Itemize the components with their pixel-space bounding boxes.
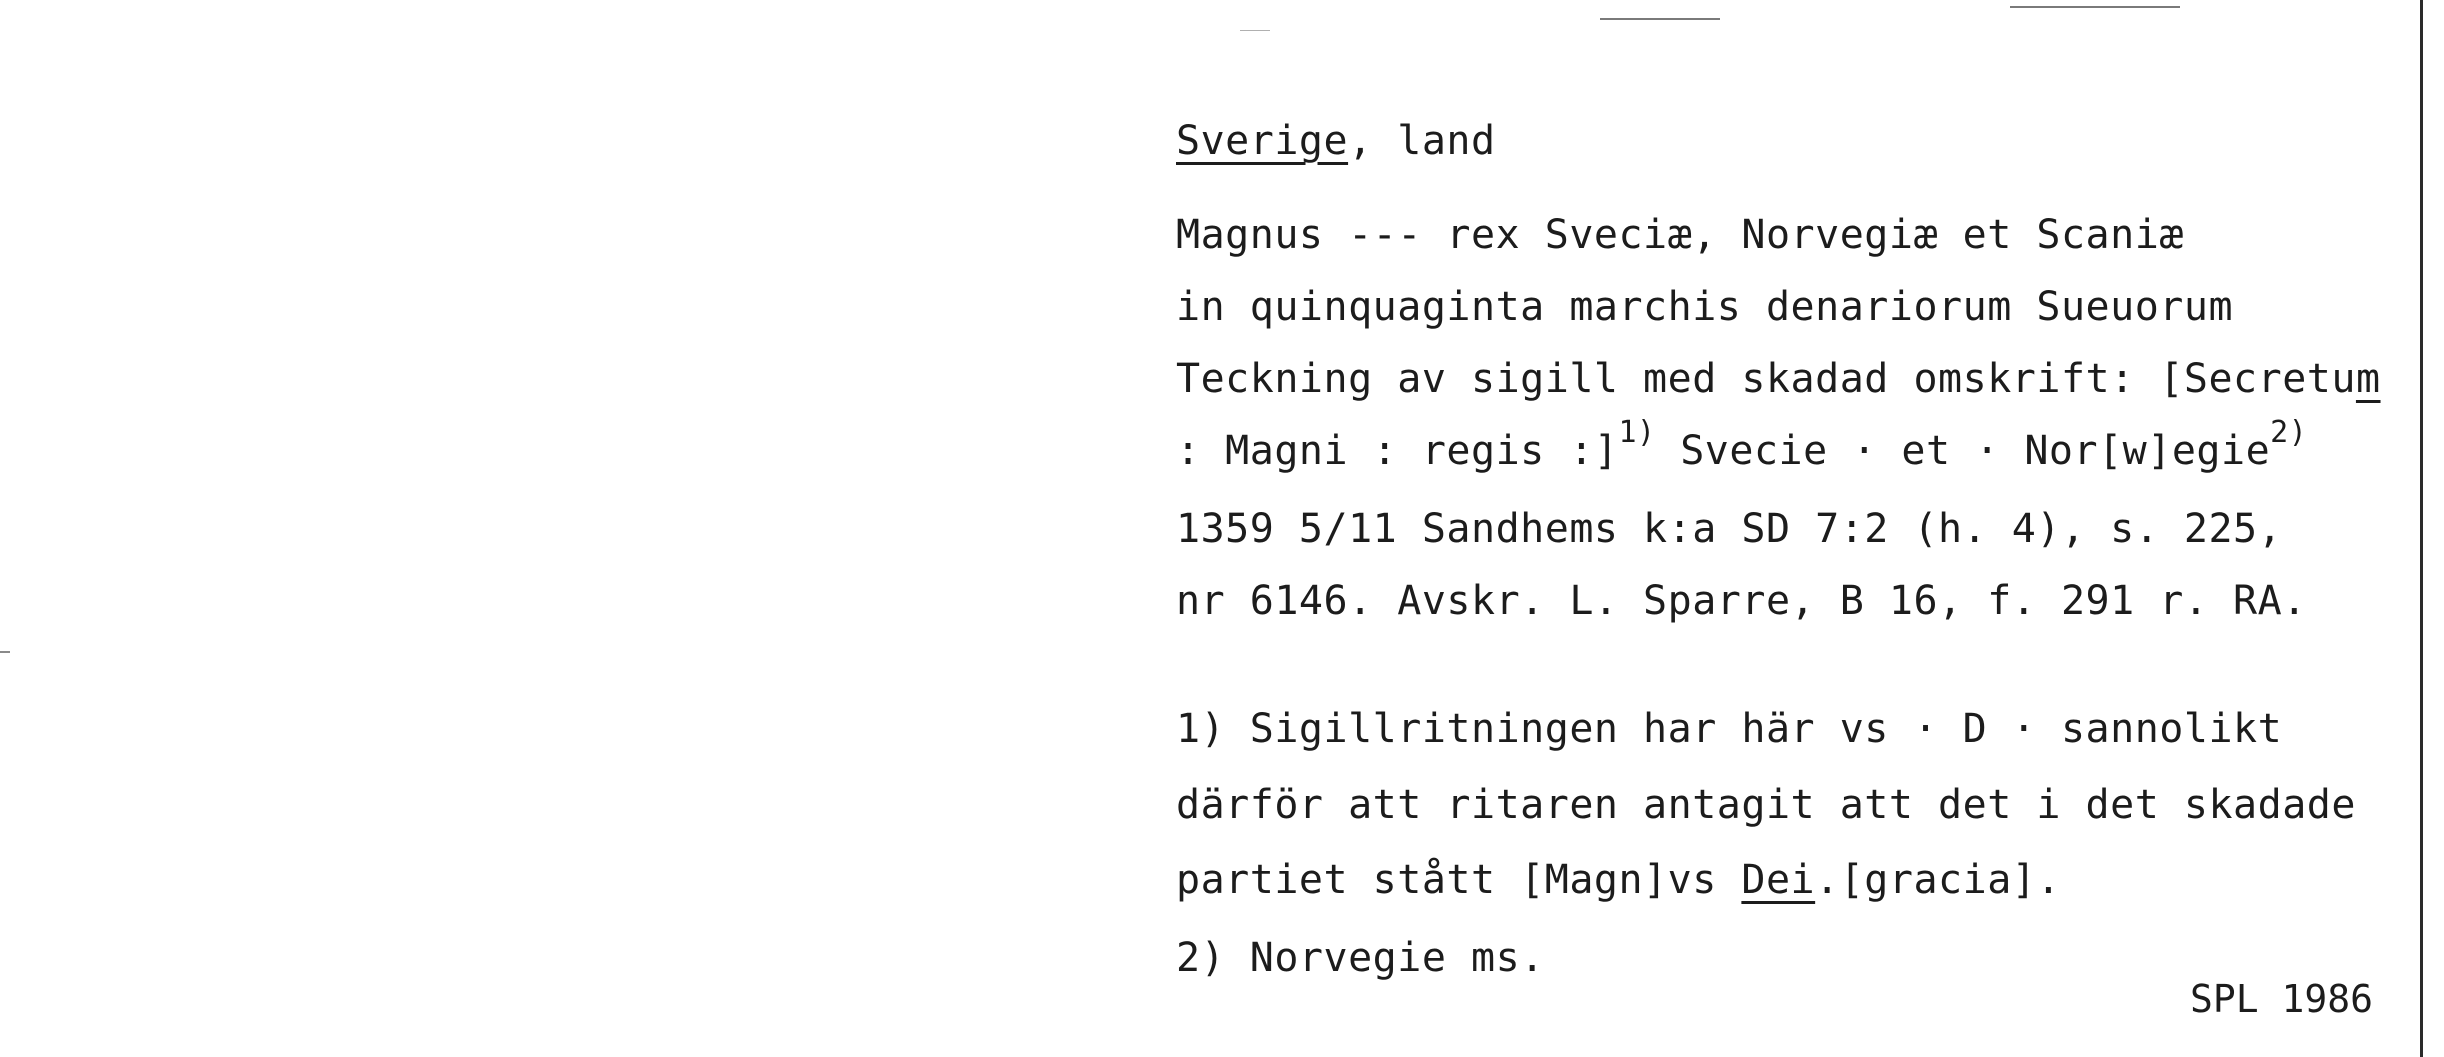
footnote: partiet stått [Magn]vs Dei.[gracia]. [1176,857,2061,903]
card-right-edge [2420,0,2423,1057]
signature: SPL 1986 [2190,977,2374,1021]
entry-line: nr 6146. Avskr. L. Sparre, B 16, f. 291 r. RA. [1176,578,2307,624]
scan-mark [1240,30,1270,31]
scan-mark [1600,18,1720,20]
catalog-heading [1176,117,1496,165]
entry-line: 1359 5/11 Sandhems k:a SD 7:2 (h. 4), s. 225, [1176,506,2283,552]
entry-line: in quinquaginta marchis denariorum Sueuorum [1176,284,2234,330]
entry-line: : Magni : regis :]$^{1)}$ Svecie · et · Nor[w]egie$^{2)}$ [1176,415,2308,474]
entry-line: Magnus --- rex Sveciæ, Norvegiæ et Scaniæ [1176,212,2184,258]
heading-subject: Sverige [1176,118,1349,164]
scan-mark [2010,6,2180,8]
scan-mark [0,651,10,653]
footnote: därför att ritaren antagit att det i det skadade [1176,782,2356,828]
footnote-ref: 2) [2270,415,2308,450]
entry-line: Teckning av sigill med skadad omskrift: [Secretum [1176,356,2381,402]
footnote-ref: 1) [1618,415,1656,450]
footnote: 1) Sigillritningen har här vs · D · sannolikt [1176,706,2283,752]
footnote: 2) Norvegie ms. [1176,935,1545,981]
heading-qualifier: , land [1348,118,1496,164]
